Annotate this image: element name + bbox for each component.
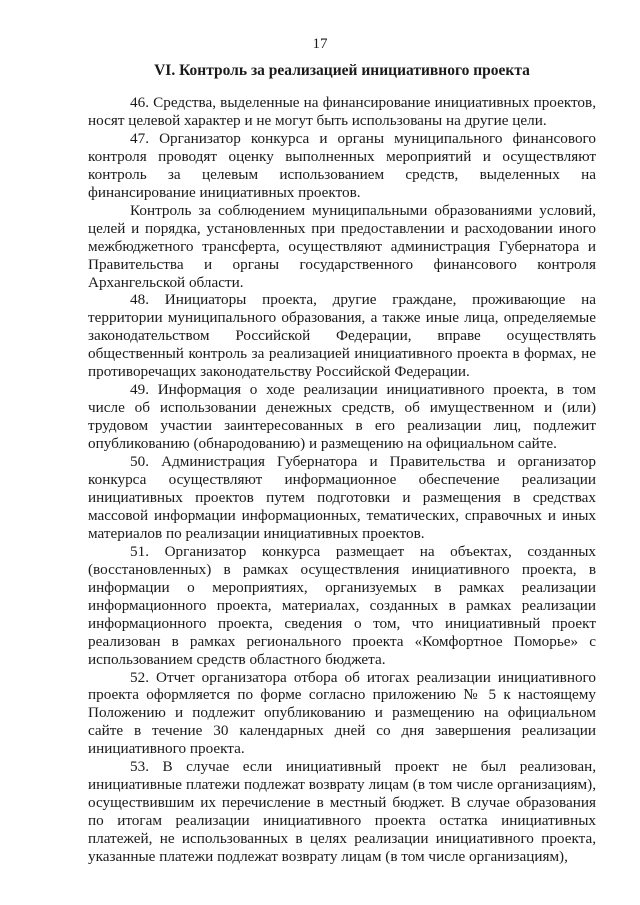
document-body [88,94,596,866]
paragraph-48: 48. Инициаторы проекта, другие граждане, проживающие на территории муниципального образования, а также иные лица, определяемые законодательством Российской Федерации, вправе осуществлять общественный контроль за реализацией инициативного проекта в формах, не противоречащих законодательству Российской Федерации. [88,291,596,381]
paragraph-53: 53. В случае если инициативный проект не был реализован, инициативные платежи подлежат возврату лицам (в том числе организациям), осуществившим их перечисление в местный бюджет. В случае образования по итогам реализации инициативного проекта остатка инициативных платежей, не использованных в целях реализации инициативного проекта, указанные платежи подлежат возврату лицам (в том числе организациям), [88,758,596,866]
page-number: 17 [312,36,328,52]
paragraph-49: 49. Информация о ходе реализации инициативного проекта, в том числе об использовании денежных средств, об имущественном и (или) трудовом участии заинтересованных в его реализации лиц, подлежит опубликованию (обнародованию) и размещению на официальном сайте. [88,381,596,453]
paragraph-47-continued: Контроль за соблюдением муниципальными образованиями условий, целей и порядка, установленных при предоставлении и расходовании иного межбюджетного трансферта, осуществляют администрация Губернатора и Правительства и органы государственного финансового контроля Архангельской области. [88,201,596,291]
paragraph-47: 47. Организатор конкурса и органы муниципального финансового контроля проводят оценку выполненных мероприятий и осуществляют контроль за целевым использованием средств, выделенных на финансирование инициативных проектов. [88,129,596,201]
paragraph-52: 52. Отчет организатора отбора об итогах реализации инициативного проекта оформляется по форме согласно приложению № 5 к настоящему Положению и подлежит опубликованию и размещению на официальном сайте в течение 30 календарных дней со дня завершения реализации инициативного проекта. [88,668,596,758]
paragraph-46: 46. Средства, выделенные на финансирование инициативных проектов, носят целевой характер и не могут быть использованы на другие цели. [88,94,596,129]
paragraph-50: 50. Администрация Губернатора и Правительства и организатор конкурса осуществляют информационное обеспечение реализации инициативных проектов путем подготовки и размещения в средствах массовой информации информационных, тематических, справочных и иных материалов по реализации инициативных проектов. [88,453,596,542]
paragraph-51: 51. Организатор конкурса размещает на объектах, созданных (восстановленных) в рамках осуществления инициативного проекта, в информации о мероприятиях, организуемых в рамках реализации информационного проекта, материалах, созданных в рамках реализации информационного проекта, сведения о том, что инициативный проект реализован в рамках регионального проекта «Комфортное Поморье» с использованием средств областного бюджета. [88,542,596,668]
section-title: VI. Контроль за реализацией инициативного проекта [154,62,530,79]
